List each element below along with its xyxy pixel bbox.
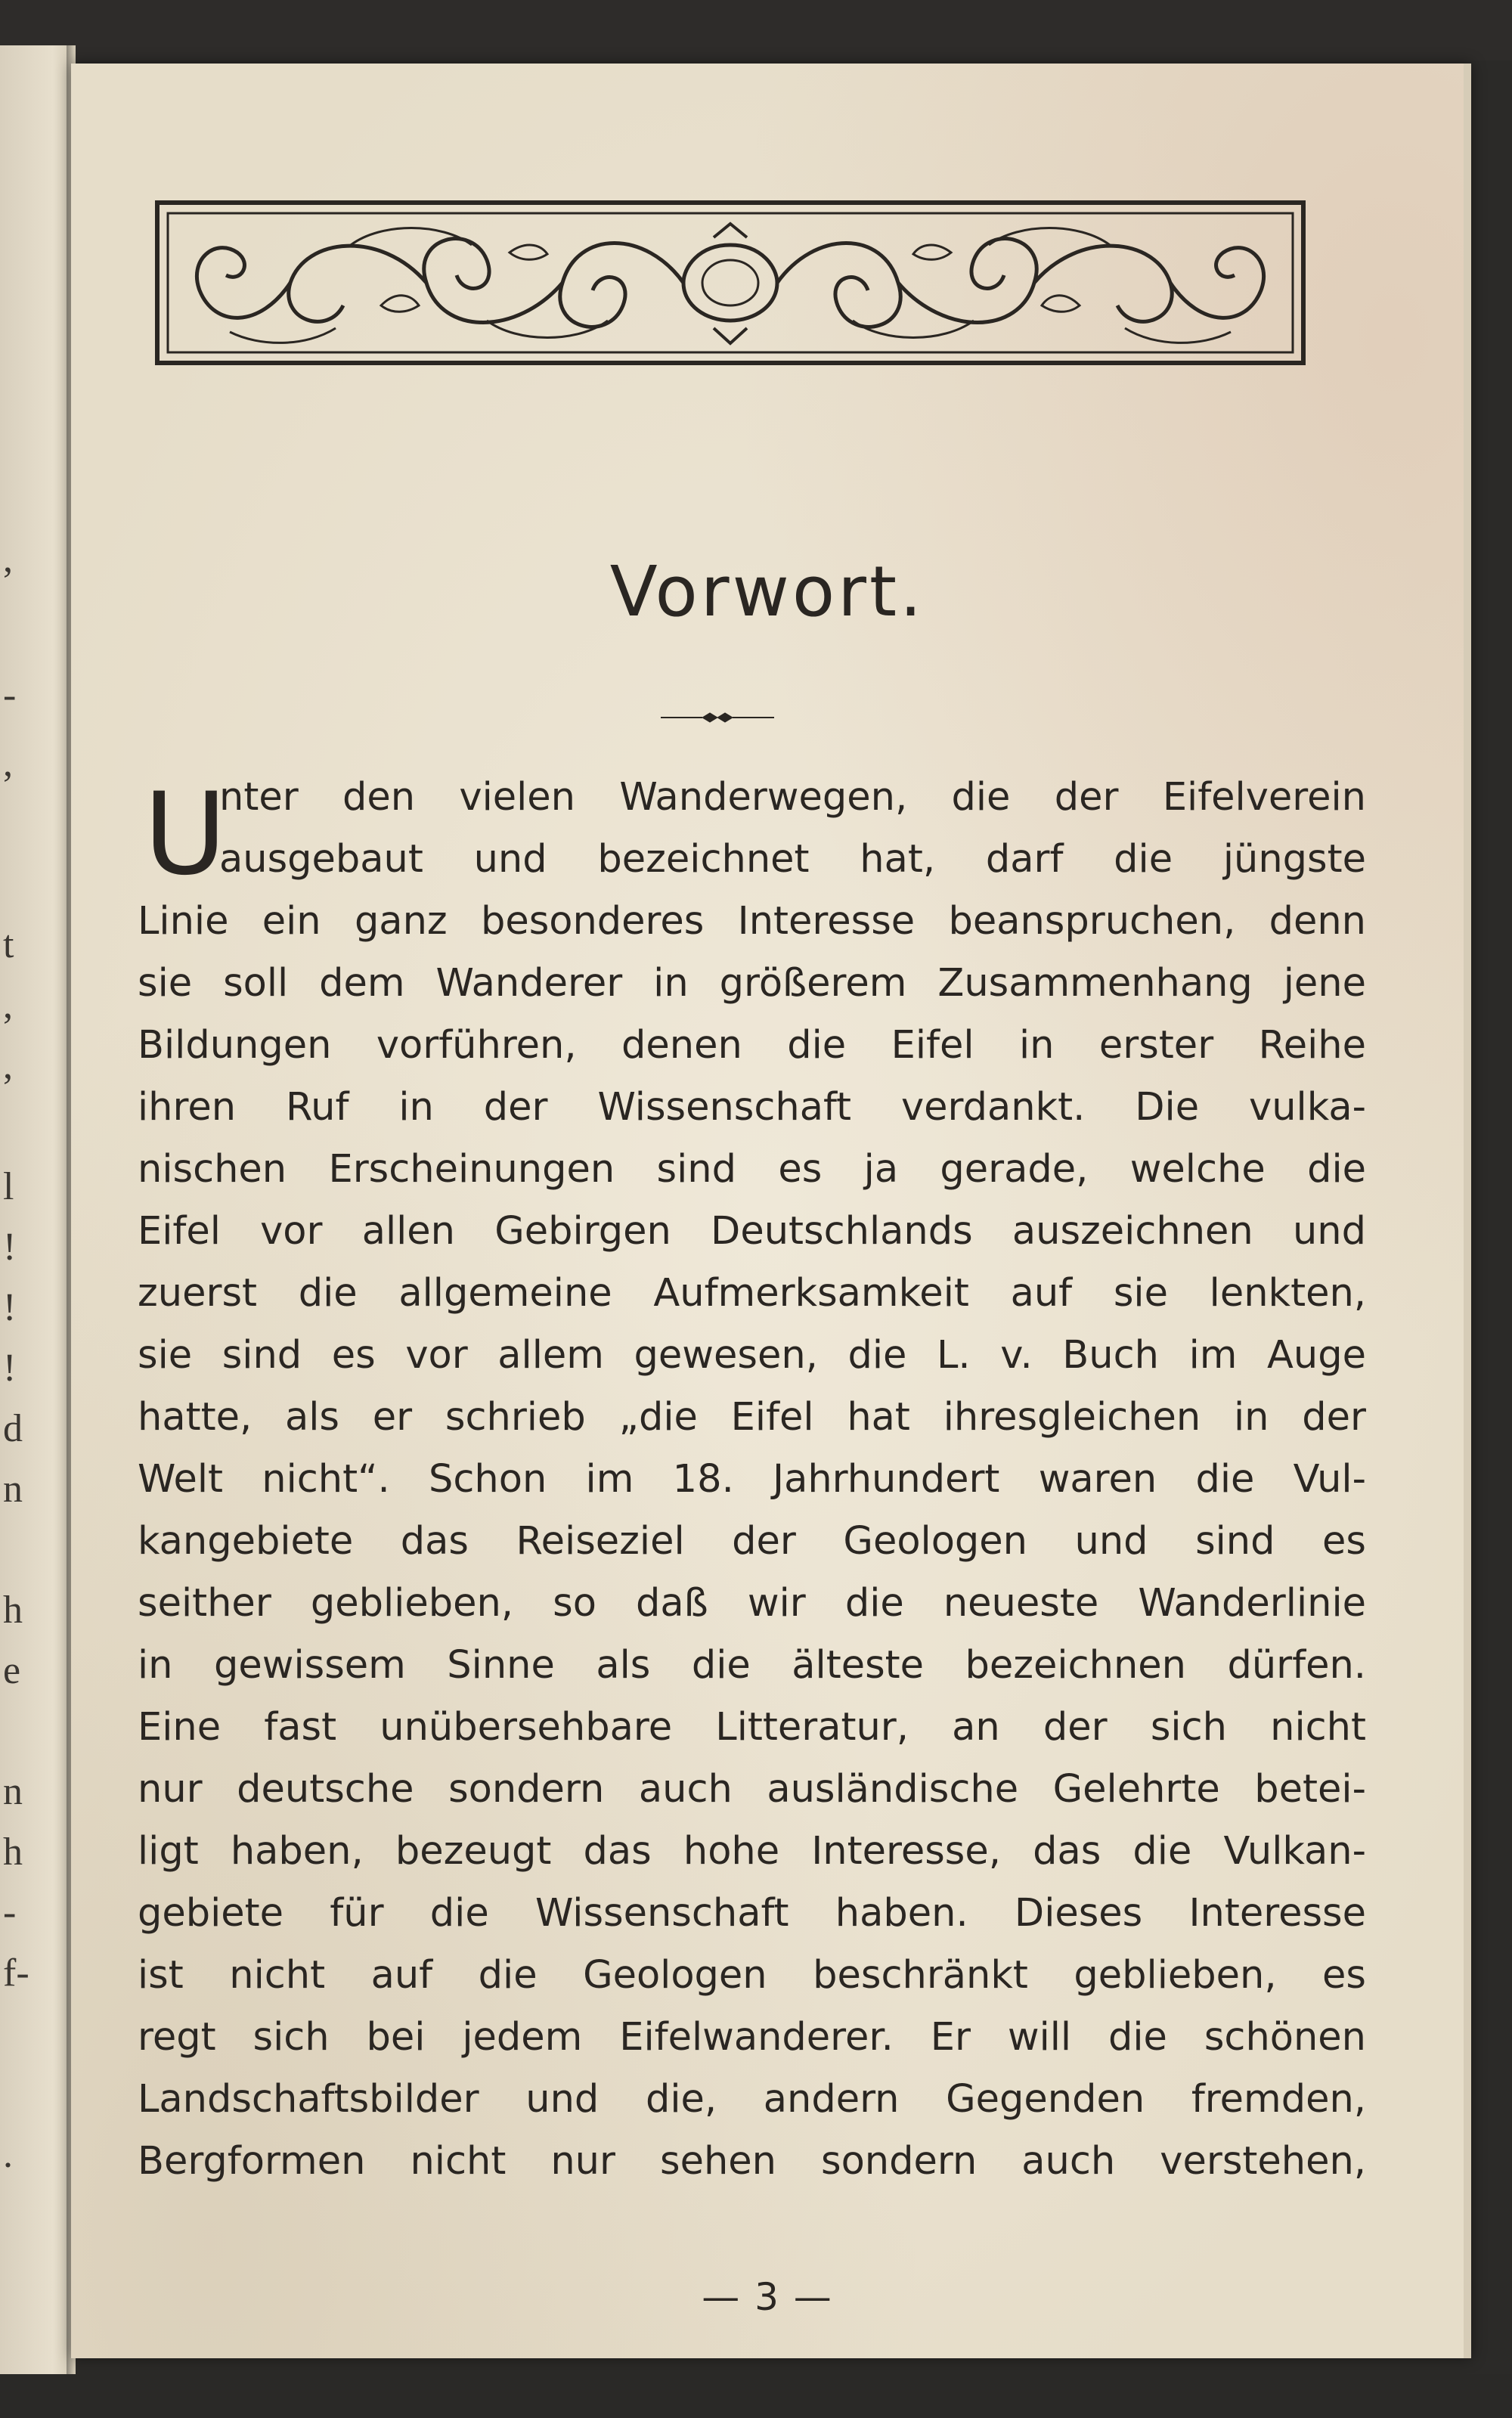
text-line: zuerst die allgemeine Aufmerksamkeit auf sie lenkten,: [138, 1271, 1366, 1316]
text-line: ist nicht auf die Geologen beschränkt geblieben, es: [138, 1953, 1366, 1998]
facing-page-fragment: !: [3, 1226, 17, 1269]
text-line: Bergformen nicht nur sehen sondern auch verstehen,: [138, 2139, 1366, 2184]
text-line: gebiete für die Wissenschaft haben. Dieses Interesse: [138, 1891, 1366, 1936]
text-line: ausgebaut und bezeichnet hat, darf die jüngste: [219, 837, 1366, 882]
facing-page-fragment: d: [3, 1407, 23, 1450]
facing-page-fragment: !: [3, 1286, 17, 1329]
book-page: [71, 64, 1471, 2358]
facing-page-fragment: l: [3, 1165, 14, 1208]
scan-backdrop-bottom: [0, 2374, 1512, 2418]
facing-page-fragment: ,: [3, 1044, 13, 1087]
text-line: Landschaftsbilder und die, andern Gegenden fremden,: [138, 2077, 1366, 2122]
facing-page-fragment: h: [3, 1589, 23, 1632]
ornamental-headpiece: [154, 200, 1306, 366]
title-flourish-divider: [661, 706, 774, 729]
text-line: Eine fast unübersehbare Litteratur, an der sich nicht: [138, 1705, 1366, 1750]
text-line: sie soll dem Wanderer in größerem Zusammenhang jene: [138, 961, 1366, 1006]
drop-cap-initial: U: [144, 769, 227, 901]
facing-page-fragment: n: [3, 1770, 23, 1813]
facing-page-fragment: n: [3, 1468, 23, 1511]
facing-page-fragment: ,: [3, 984, 13, 1027]
text-line: nter den vielen Wanderwegen, die der Eifelverein: [219, 775, 1366, 820]
facing-page-fragment: f-: [3, 1951, 29, 1995]
facing-page-fragment: h: [3, 1831, 23, 1874]
text-line: Welt nicht“. Schon im 18. Jahrhundert waren die Vul-: [138, 1457, 1366, 1502]
text-line: Linie ein ganz besonderes Interesse beanspruchen, denn: [138, 899, 1366, 944]
facing-page-edge: [0, 45, 76, 2374]
facing-page-fragment: ,: [3, 538, 13, 581]
facing-page-fragment: ,: [3, 742, 13, 785]
facing-page-fragment: e: [3, 1649, 21, 1692]
text-line: regt sich bei jedem Eifelwanderer. Er will die schönen: [138, 2015, 1366, 2060]
text-line: nischen Erscheinungen sind es ja gerade, welche die: [138, 1147, 1366, 1192]
text-line: sie sind es vor allem gewesen, die L. v. Buch im Auge: [138, 1333, 1366, 1378]
text-line: ihren Ruf in der Wissenschaft verdankt. Die vulka-: [138, 1085, 1366, 1130]
text-line: seither geblieben, so daß wir die neueste Wanderlinie: [138, 1581, 1366, 1626]
text-line: nur deutsche sondern auch ausländische Gelehrte betei-: [138, 1767, 1366, 1812]
page-number: — 3 —: [702, 2275, 833, 2319]
preface-text: [138, 767, 1366, 2193]
text-line: ligt haben, bezeugt das hohe Interesse, das die Vulkan-: [138, 1829, 1366, 1874]
facing-page-fragment: -: [3, 674, 17, 717]
facing-page-fragment: .: [3, 2133, 13, 2176]
facing-page-fragment: t: [3, 923, 14, 966]
text-line: Bildungen vorführen, denen die Eifel in erster Reihe: [138, 1023, 1366, 1068]
text-line: hatte, als er schrieb „die Eifel hat ihresgleichen in der: [138, 1395, 1366, 1440]
scan-backdrop-top: [0, 0, 1512, 60]
facing-page-fragment: -: [3, 1891, 17, 1934]
facing-page-fragment: !: [3, 1347, 17, 1390]
page-title: Vorwort.: [609, 551, 925, 632]
text-line: kangebiete das Reiseziel der Geologen und sind es: [138, 1519, 1366, 1564]
text-line: in gewissem Sinne als die älteste bezeichnen dürfen.: [138, 1643, 1366, 1688]
text-line: Eifel vor allen Gebirgen Deutschlands auszeichnen und: [138, 1209, 1366, 1254]
